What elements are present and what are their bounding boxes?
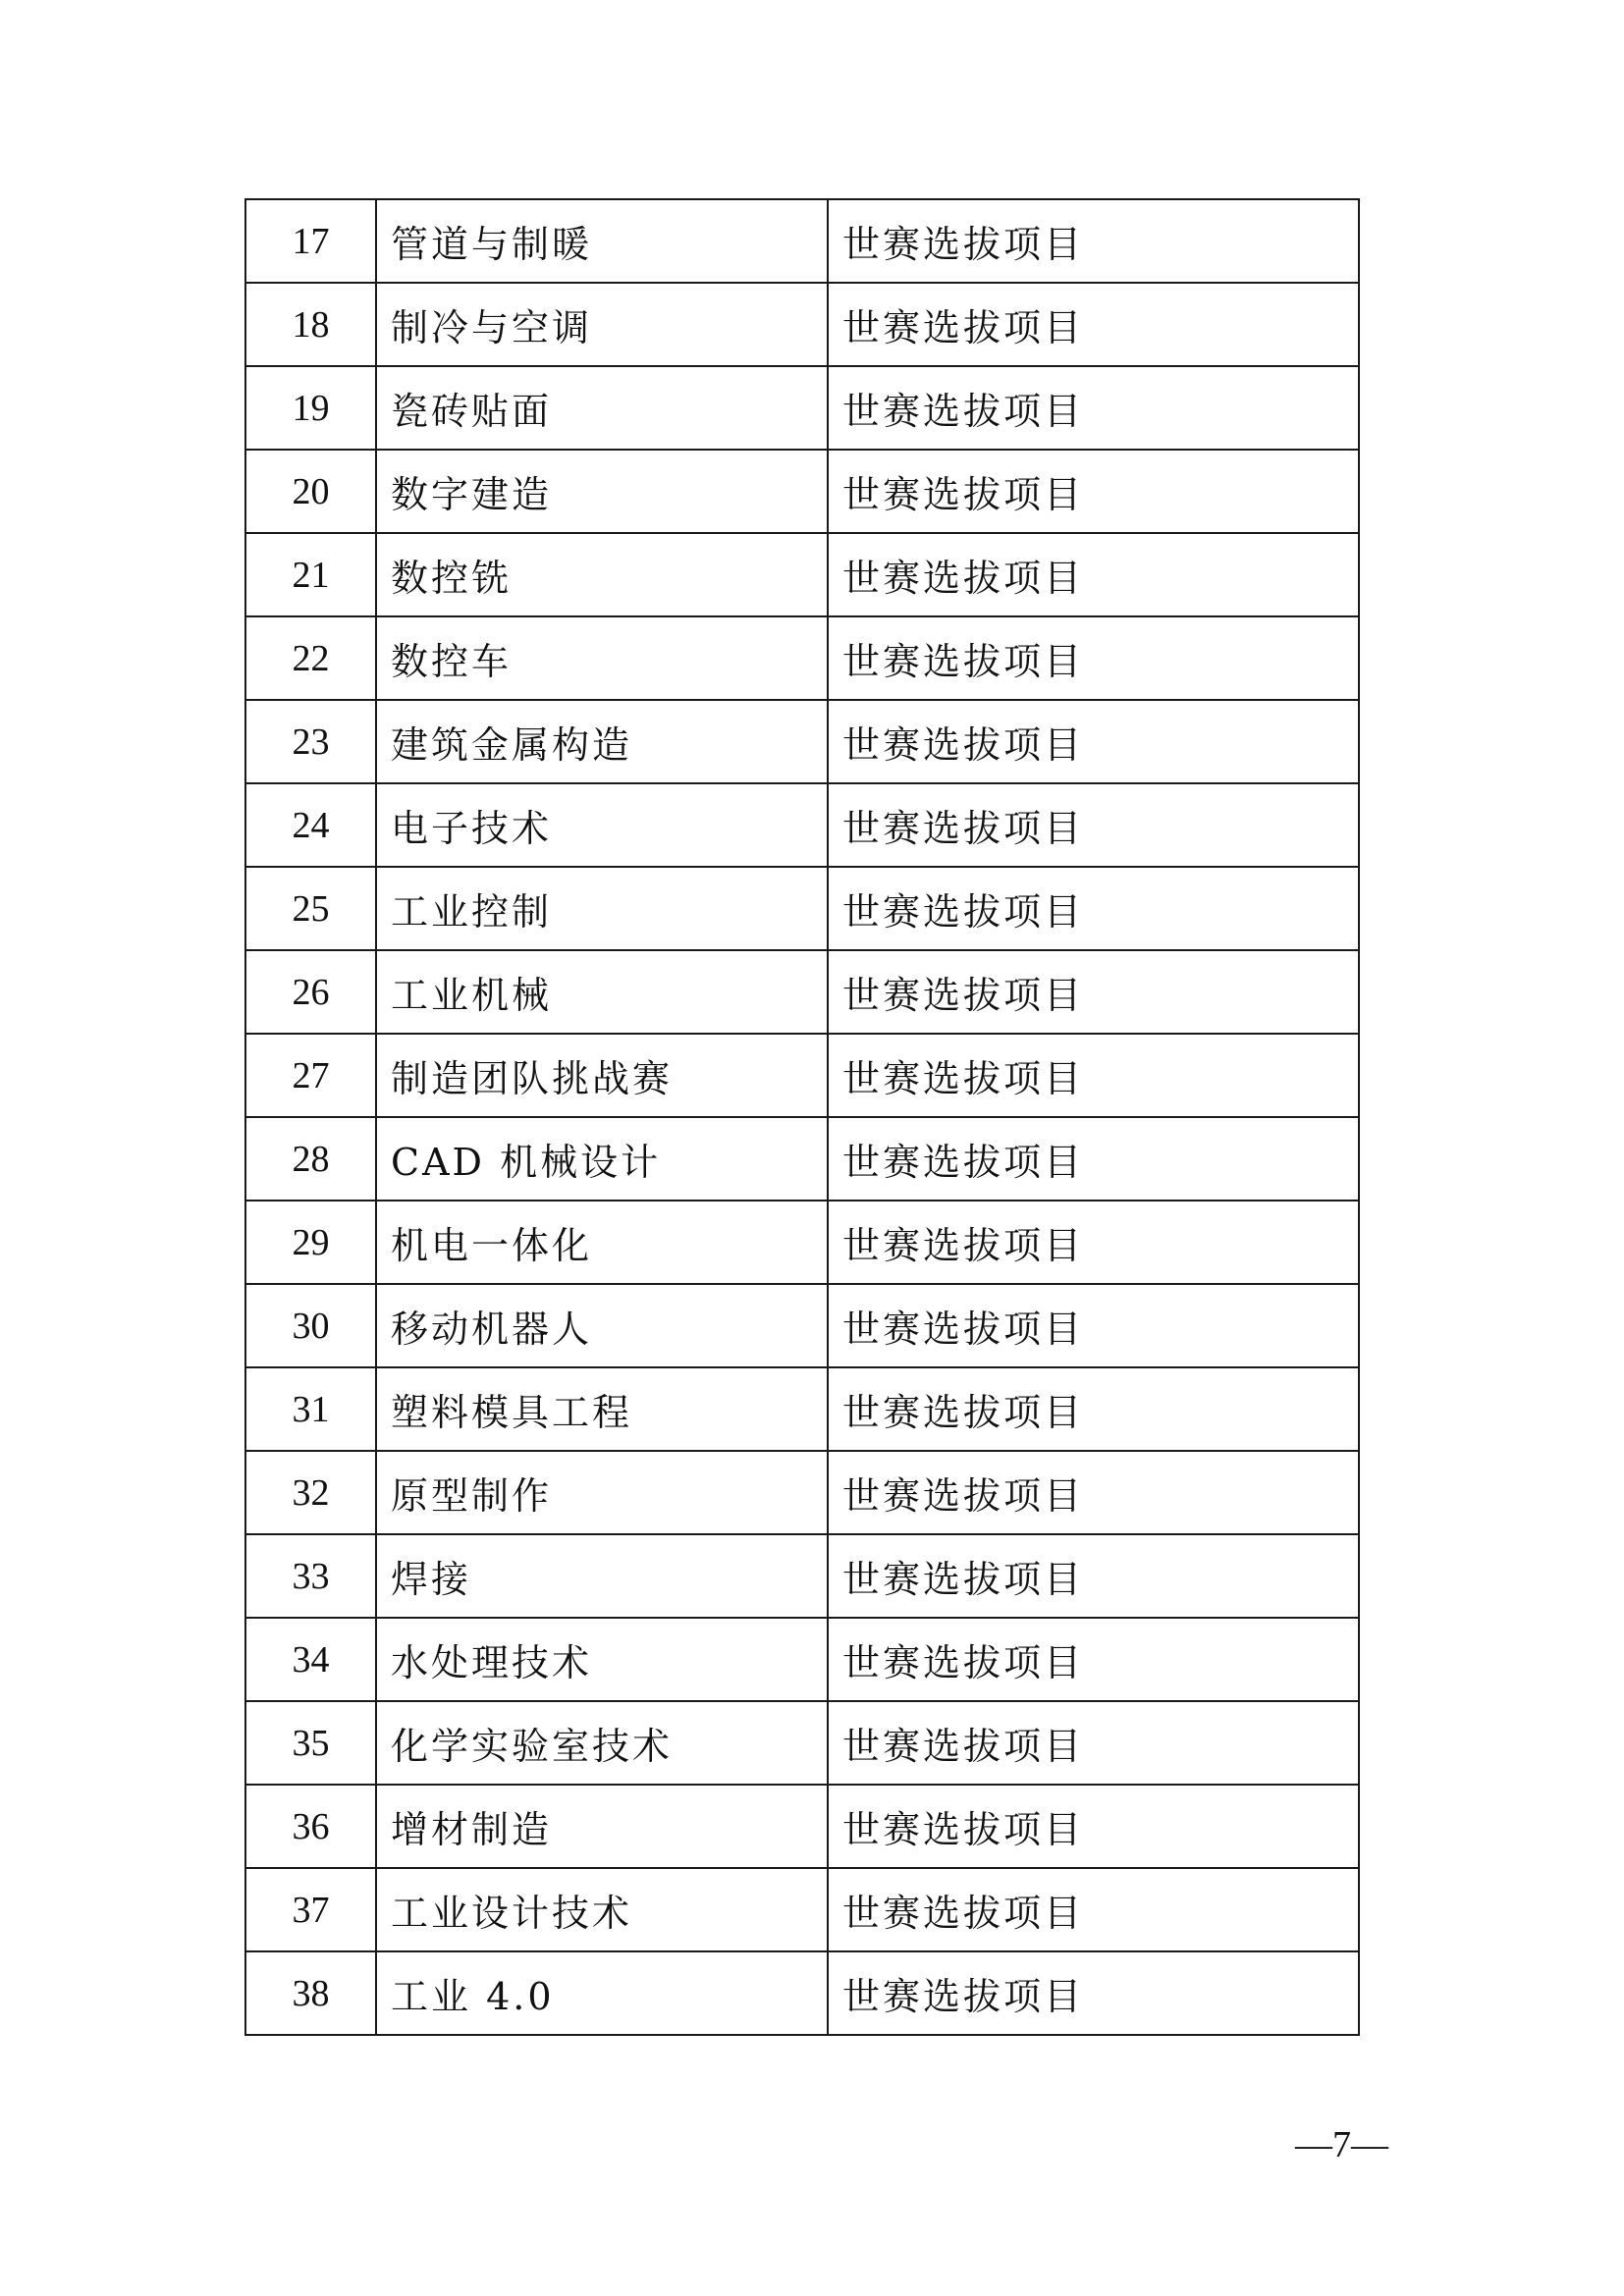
- table-body: [245, 199, 1359, 2035]
- item-name-cell: 制造团队挑战赛: [376, 1034, 828, 1117]
- table-row: [245, 783, 1359, 867]
- item-name-cell: 工业设计技术: [376, 1868, 828, 1951]
- row-number-cell: 24: [245, 783, 376, 867]
- item-name-cell: 原型制作: [376, 1451, 828, 1534]
- table-row: [245, 1034, 1359, 1117]
- item-name-cell: 焊接: [376, 1534, 828, 1618]
- item-name-cell: 建筑金属构造: [376, 700, 828, 783]
- item-type-cell: 世赛选拔项目: [828, 1868, 1359, 1951]
- row-number-cell: 35: [245, 1701, 376, 1785]
- item-type-cell: 世赛选拔项目: [828, 1367, 1359, 1451]
- item-type-cell: 世赛选拔项目: [828, 283, 1359, 366]
- item-type-cell: 世赛选拔项目: [828, 1534, 1359, 1618]
- table-row: [245, 1117, 1359, 1201]
- competition-items-table: [244, 198, 1360, 2036]
- row-number-cell: 37: [245, 1868, 376, 1951]
- table-row: [245, 1785, 1359, 1868]
- table-row: [245, 366, 1359, 450]
- table-row: [245, 867, 1359, 950]
- row-number-cell: 17: [245, 199, 376, 283]
- table-row: [245, 533, 1359, 616]
- row-number-cell: 31: [245, 1367, 376, 1451]
- item-type-cell: 世赛选拔项目: [828, 1701, 1359, 1785]
- item-name-cell: 数字建造: [376, 450, 828, 533]
- item-name-cell: 移动机器人: [376, 1284, 828, 1367]
- item-type-cell: 世赛选拔项目: [828, 450, 1359, 533]
- item-name-cell: 瓷砖贴面: [376, 366, 828, 450]
- item-name-cell: 工业机械: [376, 950, 828, 1034]
- item-name-cell: 机电一体化: [376, 1201, 828, 1284]
- table-row: [245, 450, 1359, 533]
- item-name-cell: 制冷与空调: [376, 283, 828, 366]
- item-type-cell: 世赛选拔项目: [828, 199, 1359, 283]
- table-row: [245, 1201, 1359, 1284]
- item-type-cell: 世赛选拔项目: [828, 783, 1359, 867]
- row-number-cell: 20: [245, 450, 376, 533]
- item-name-cell: 塑料模具工程: [376, 1367, 828, 1451]
- table-row: [245, 1951, 1359, 2035]
- table-row: [245, 1534, 1359, 1618]
- item-name-cell: 工业 4.0: [376, 1951, 828, 2035]
- table-row: [245, 616, 1359, 700]
- row-number-cell: 21: [245, 533, 376, 616]
- item-name-cell: CAD 机械设计: [376, 1117, 828, 1201]
- row-number-cell: 25: [245, 867, 376, 950]
- table-row: [245, 1367, 1359, 1451]
- item-name-cell: 电子技术: [376, 783, 828, 867]
- table-row: [245, 283, 1359, 366]
- row-number-cell: 36: [245, 1785, 376, 1868]
- row-number-cell: 33: [245, 1534, 376, 1618]
- table-row: [245, 1451, 1359, 1534]
- item-type-cell: 世赛选拔项目: [828, 950, 1359, 1034]
- row-number-cell: 34: [245, 1618, 376, 1701]
- table-row: [245, 950, 1359, 1034]
- item-type-cell: 世赛选拔项目: [828, 1117, 1359, 1201]
- table-row: [245, 700, 1359, 783]
- item-type-cell: 世赛选拔项目: [828, 366, 1359, 450]
- item-type-cell: 世赛选拔项目: [828, 1284, 1359, 1367]
- item-type-cell: 世赛选拔项目: [828, 867, 1359, 950]
- item-name-cell: 数控铣: [376, 533, 828, 616]
- table-row: [245, 1868, 1359, 1951]
- item-name-cell: 化学实验室技术: [376, 1701, 828, 1785]
- row-number-cell: 19: [245, 366, 376, 450]
- item-type-cell: 世赛选拔项目: [828, 1951, 1359, 2035]
- table-row: [245, 1618, 1359, 1701]
- row-number-cell: 29: [245, 1201, 376, 1284]
- item-type-cell: 世赛选拔项目: [828, 1785, 1359, 1868]
- row-number-cell: 30: [245, 1284, 376, 1367]
- table-row: [245, 1701, 1359, 1785]
- item-type-cell: 世赛选拔项目: [828, 533, 1359, 616]
- item-name-cell: 工业控制: [376, 867, 828, 950]
- page-number: —7—: [1295, 2124, 1388, 2165]
- row-number-cell: 38: [245, 1951, 376, 2035]
- item-type-cell: 世赛选拔项目: [828, 700, 1359, 783]
- table-row: [245, 199, 1359, 283]
- item-name-cell: 管道与制暖: [376, 199, 828, 283]
- row-number-cell: 28: [245, 1117, 376, 1201]
- item-type-cell: 世赛选拔项目: [828, 616, 1359, 700]
- item-type-cell: 世赛选拔项目: [828, 1451, 1359, 1534]
- item-type-cell: 世赛选拔项目: [828, 1618, 1359, 1701]
- row-number-cell: 32: [245, 1451, 376, 1534]
- item-type-cell: 世赛选拔项目: [828, 1201, 1359, 1284]
- row-number-cell: 18: [245, 283, 376, 366]
- item-name-cell: 水处理技术: [376, 1618, 828, 1701]
- row-number-cell: 26: [245, 950, 376, 1034]
- row-number-cell: 23: [245, 700, 376, 783]
- table-row: [245, 1284, 1359, 1367]
- row-number-cell: 27: [245, 1034, 376, 1117]
- item-name-cell: 数控车: [376, 616, 828, 700]
- item-type-cell: 世赛选拔项目: [828, 1034, 1359, 1117]
- row-number-cell: 22: [245, 616, 376, 700]
- item-name-cell: 增材制造: [376, 1785, 828, 1868]
